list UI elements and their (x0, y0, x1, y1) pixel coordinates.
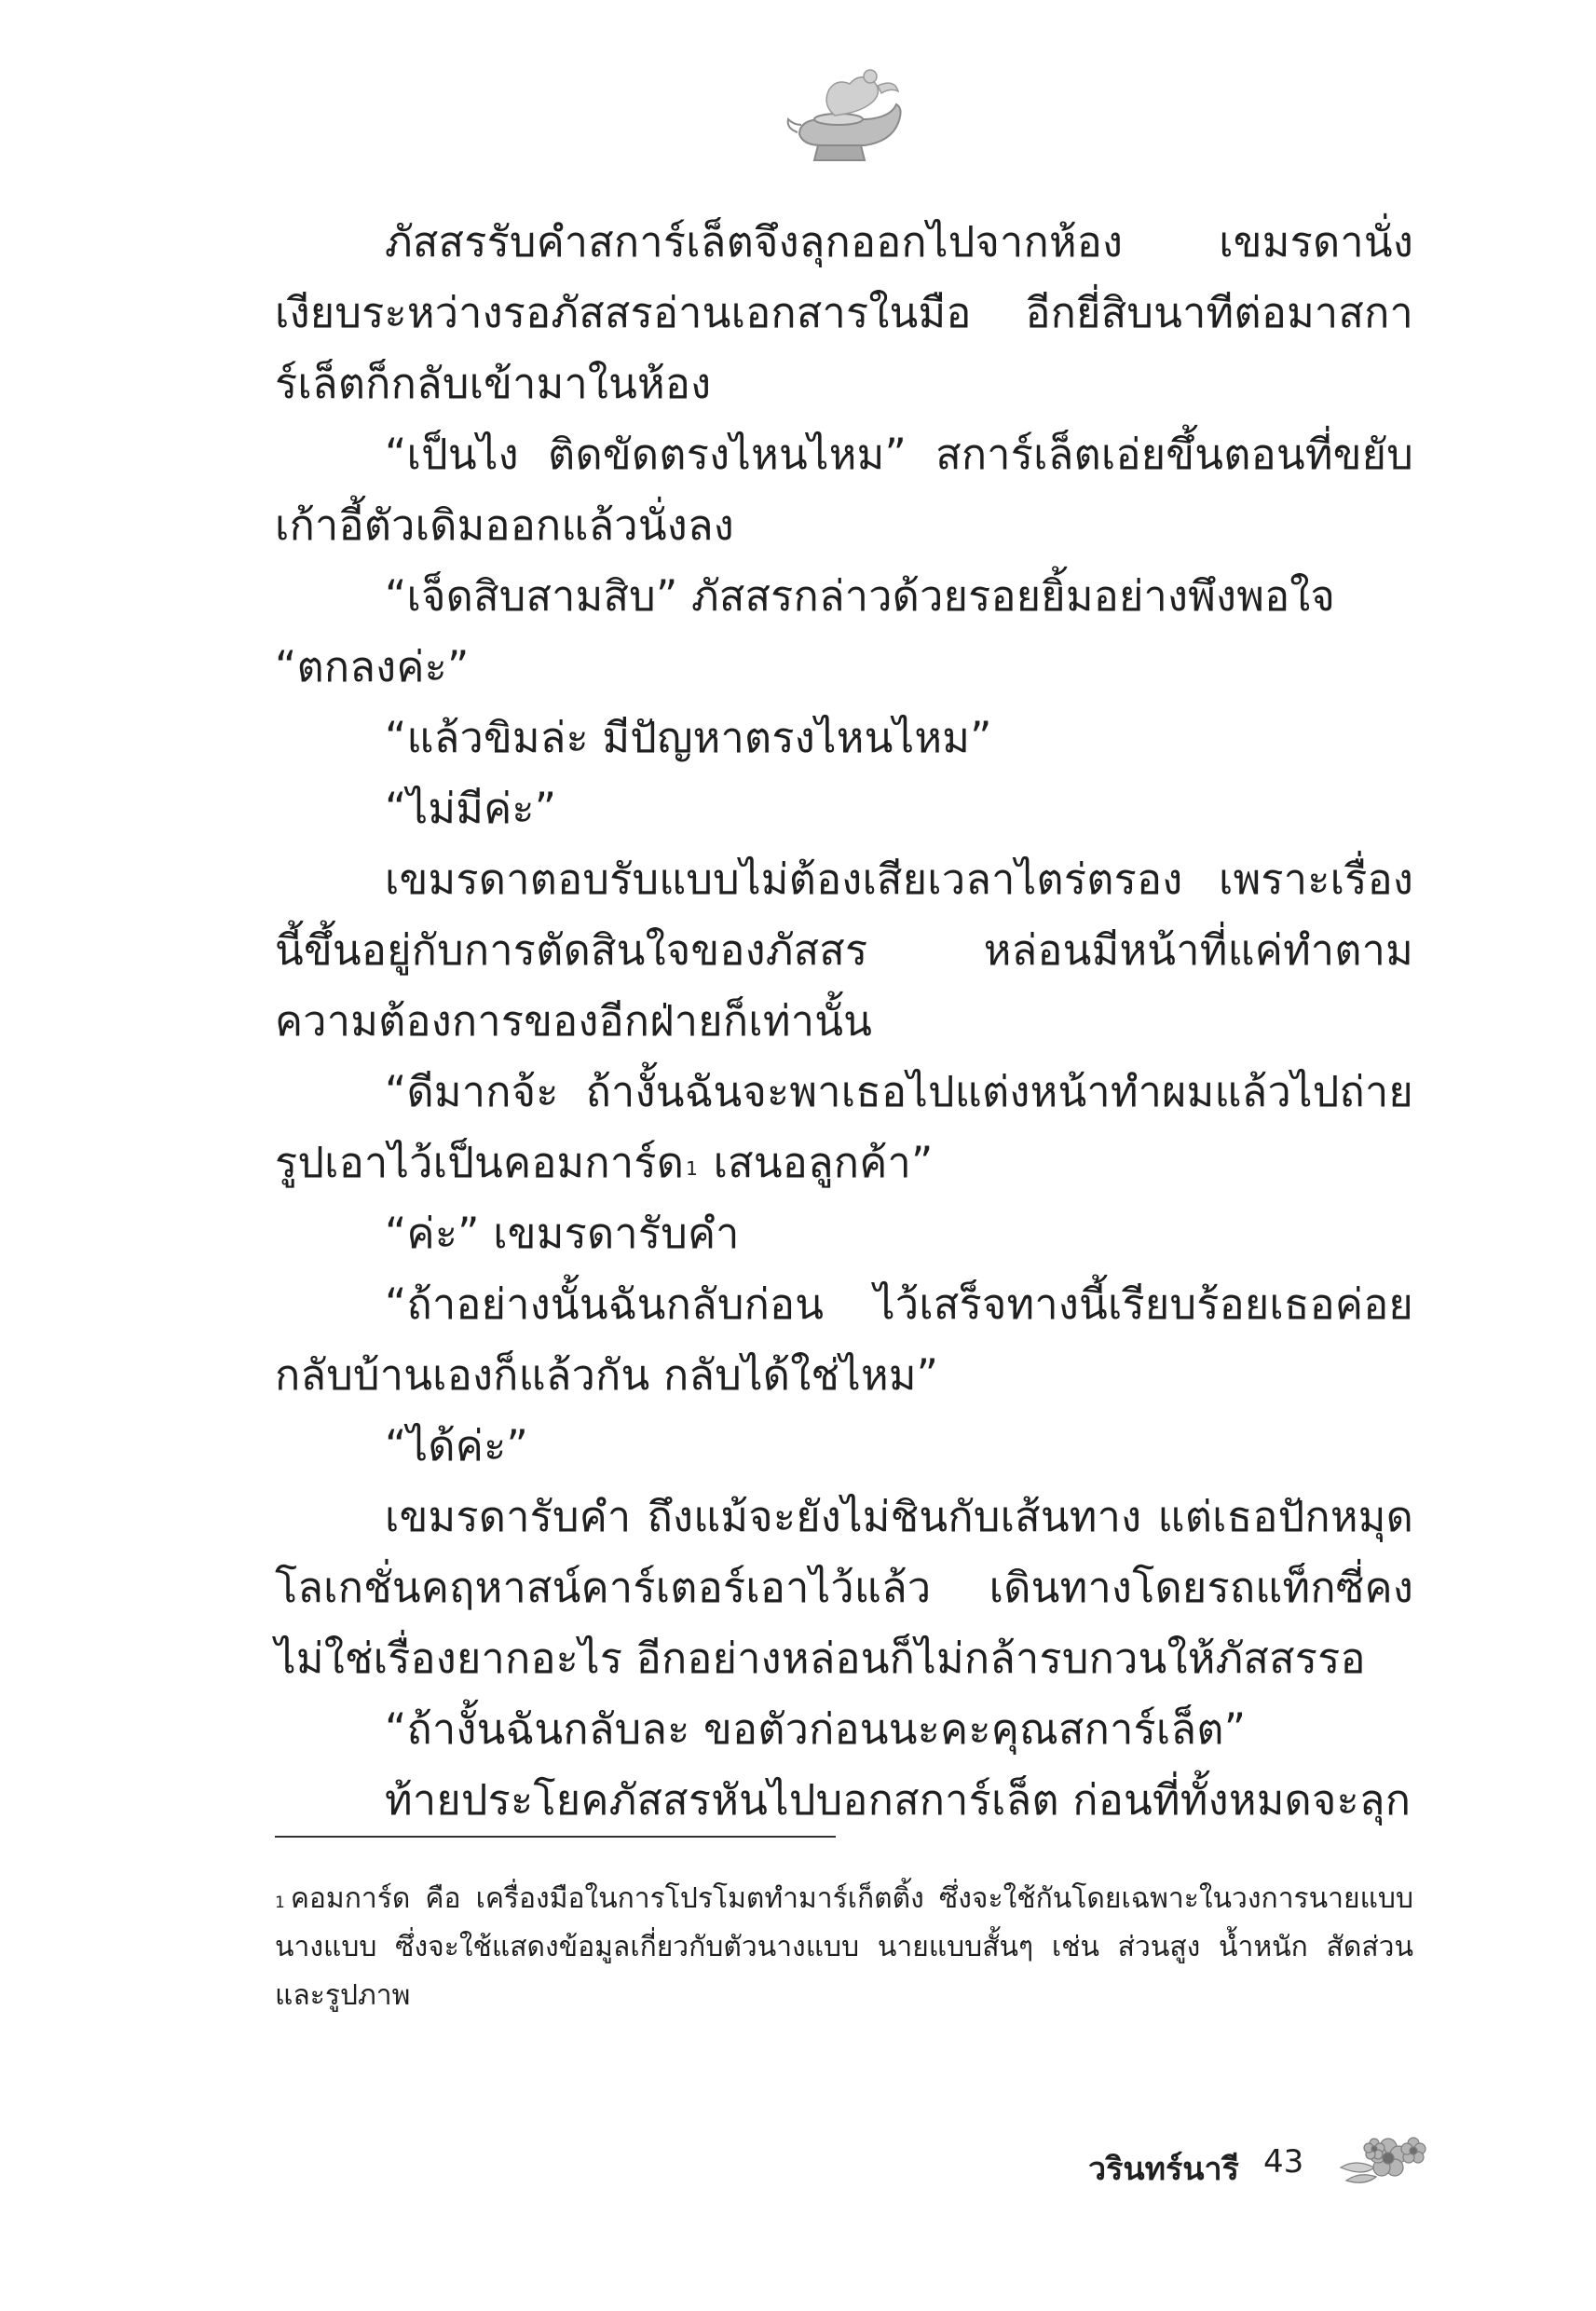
paragraph-text: “เป็นไง ติดขัดตรงไหนไหม” สการ์เล็ตเอ่ยขึ้นตอนที่ขยับเก้าอี้ตัวเดิมออกแล้วนั่งลง (275, 430, 1413, 550)
footnote-reference: 1 (686, 1157, 699, 1180)
footnote (275, 1875, 1413, 2020)
paragraph (275, 1269, 1413, 1411)
paragraph-text: ท้ายประโยคภัสสรหันไปบอกสการ์เล็ต ก่อนที่ทั้งหมดจะลุก (385, 1775, 1412, 1825)
paragraph-text: “ดีมากจ้ะ ถ้างั้นฉันจะพาเธอไปแต่งหน้าทำผมแล้วไปถ่ายรูปเอาไว้เป็นคอมการ์ด (275, 1067, 1413, 1187)
paragraph-text-continued: เสนอลูกค้า” (700, 1138, 934, 1187)
paragraph (275, 1482, 1413, 1694)
paragraph-text: “ค่ะ” เขมรดารับคำ (385, 1209, 740, 1258)
flower-ornament-icon (1337, 2130, 1430, 2195)
paragraph (275, 207, 1413, 419)
body-text (275, 207, 1413, 1836)
page-number: 43 (1263, 2143, 1304, 2181)
lamp-ornament-icon (781, 67, 921, 170)
paragraph (275, 419, 1413, 561)
paragraph-text: “เจ็ดสิบสามสิบ” ภัสสรกล่าวด้วยรอยยิ้มอย่างพึงพอใจ (385, 571, 1336, 621)
paragraph (275, 561, 1413, 632)
paragraph (275, 844, 1413, 1057)
paragraph-text: เขมรดาตอบรับแบบไม่ต้องเสียเวลาไตร่ตรอง เพราะเรื่องนี้ขึ้นอยู่กับการตัดสินใจของภัสสร หล่อนมีหน้าที่แค่ทำตามความต้องการของอีกฝ่ายก็เท่านั้น (275, 855, 1413, 1046)
paragraph-text: “ตกลงค่ะ” (275, 642, 470, 691)
paragraph-text: “ถ้าอย่างนั้นฉันกลับก่อน ไว้เสร็จทางนี้เรียบร้อยเธอค่อยกลับบ้านเองก็แล้วกัน กลับได้ใช่ไหม” (275, 1279, 1413, 1400)
paragraph-text: เขมรดารับคำ ถึงแม้จะยังไม่ชินกับเส้นทาง แต่เธอปักหมุดโลเกชั่นคฤหาสน์คาร์เตอร์เอาไว้แล้ว เดินทางโดยรถแท็กซี่คงไม่ใช่เรื่องยากอะไร อีกอย่างหล่อนก็ไม่กล้ารบกวนให้ภัสสรรอ (275, 1492, 1413, 1683)
paragraph (275, 1411, 1413, 1482)
running-footer-title: วรินทร์นารี (1088, 2151, 1239, 2188)
footnote-divider (275, 1836, 836, 1838)
footnote-marker: 1 (275, 1894, 285, 1912)
paragraph (275, 1057, 1413, 1198)
paragraph (275, 773, 1413, 844)
paragraph-text: “ถ้างั้นฉันกลับละ ขอตัวก่อนนะคะคุณสการ์เล็ต” (385, 1704, 1247, 1754)
paragraph-text: “ไม่มีค่ะ” (385, 784, 557, 833)
footnote-text: คอมการ์ด คือ เครื่องมือในการโปรโมตทำมาร์เก็ตติ้ง ซึ่งจะใช้กันโดยเฉพาะในวงการนายแบบนางแบบ ซึ่งจะใช้แสดงข้อมูลเกี่ยวกับตัวนางแบบ นายแบบสั้นๆ เช่น ส่วนสูง น้ำหนัก สัดส่วน และรูปภาพ (275, 1882, 1413, 2012)
paragraph (275, 1198, 1413, 1269)
paragraph (275, 1765, 1413, 1836)
paragraph-text: “แล้วขิมล่ะ มีปัญหาตรงไหนไหม” (385, 713, 992, 762)
paragraph (275, 632, 1413, 703)
paragraph (275, 703, 1413, 773)
paragraph-text: ภัสสรรับคำสการ์เล็ตจึงลุกออกไปจากห้อง เขมรดานั่งเงียบระหว่างรอภัสสรอ่านเอกสารในมือ อีกยี่สิบนาทีต่อมาสการ์เล็ตก็กลับเข้ามาในห้อง (275, 217, 1413, 408)
paragraph (275, 1694, 1413, 1765)
paragraph-text: “ได้ค่ะ” (385, 1421, 528, 1470)
